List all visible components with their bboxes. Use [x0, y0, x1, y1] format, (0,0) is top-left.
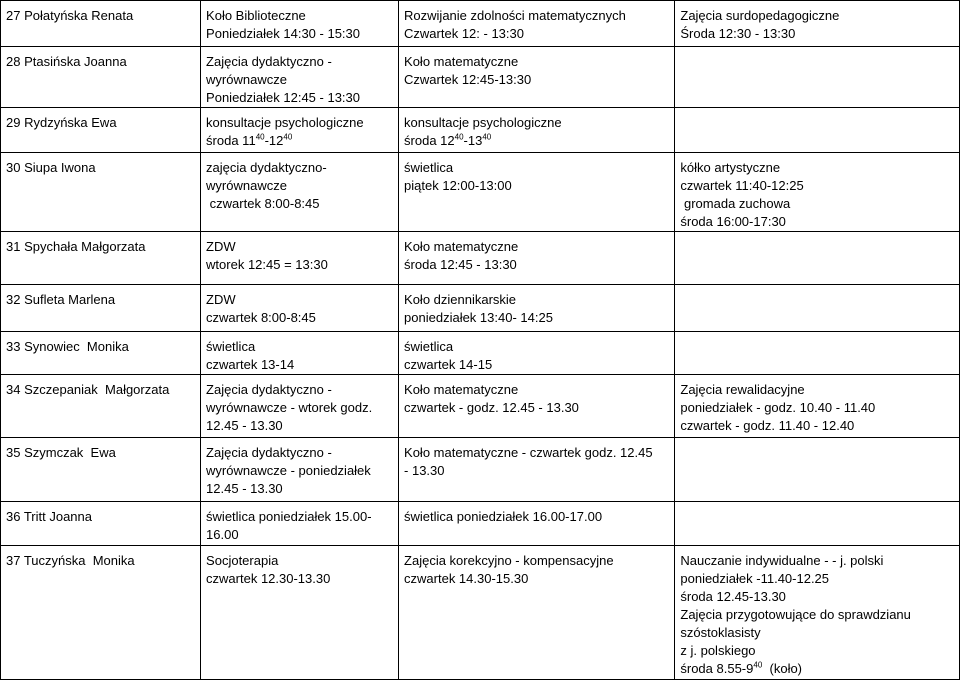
teacher-name: 34 Szczepaniak Małgorzata — [6, 382, 170, 397]
extra-cell — [675, 1, 960, 47]
table-row — [1, 375, 960, 438]
circle-line: świetlica — [404, 339, 454, 354]
activity-cell — [201, 438, 399, 502]
table-row — [1, 332, 960, 375]
activity-line: konsultacje psychologiczne — [206, 115, 364, 130]
activity-cell — [201, 232, 399, 285]
extra-line: poniedziałek -11.40-12.25 — [680, 571, 830, 586]
extra-line: środa 12.45-13.30 — [680, 589, 786, 604]
extra-cell — [675, 232, 960, 285]
circle-cell — [399, 375, 675, 438]
table-row — [1, 502, 960, 546]
circle-line: Zajęcia korekcyjno - kompensacyjne — [404, 553, 614, 568]
teacher-name: 27 Połatyńska Renata — [6, 8, 134, 23]
activity-line: 12.45 - 13.30 — [206, 418, 283, 433]
activity-line: świetlica — [206, 339, 256, 354]
circle-line: Koło dziennikarskie — [404, 292, 517, 307]
circle-line: Czwartek 12:45-13:30 — [404, 72, 532, 87]
teacher-name-cell — [1, 375, 201, 438]
activity-cell — [201, 332, 399, 375]
teacher-name: 31 Spychała Małgorzata — [6, 239, 146, 254]
circle-line: środa 12:45 - 13:30 — [404, 257, 517, 272]
teacher-name-cell — [1, 502, 201, 546]
circle-line: świetlica poniedziałek 16.00-17.00 — [404, 509, 603, 524]
activity-cell — [201, 375, 399, 438]
circle-line: piątek 12:00-13:00 — [404, 178, 512, 193]
extra-cell — [675, 285, 960, 332]
extra-cell — [675, 108, 960, 153]
table-row — [1, 438, 960, 502]
teacher-name: 33 Synowiec Monika — [6, 339, 129, 354]
circle-time: środa $12^{40}-13^{40}$ — [404, 132, 492, 148]
extra-line: czwartek - godz. 11.40 - 12.40 — [680, 418, 855, 433]
circle-line: czwartek 14-15 — [404, 357, 493, 372]
activity-line: świetlica poniedziałek 15.00- — [206, 509, 372, 524]
activity-line: Zajęcia dydaktyczno - — [206, 445, 332, 460]
activity-line: czwartek 8:00-8:45 — [206, 196, 320, 211]
activity-line: wtorek 12:45 = 13:30 — [206, 257, 328, 272]
activity-line: Socjoterapia — [206, 553, 279, 568]
teacher-name: 28 Ptasińska Joanna — [6, 54, 127, 69]
activity-cell — [201, 546, 399, 680]
activity-cell — [201, 285, 399, 332]
teacher-name: 35 Szymczak Ewa — [6, 445, 116, 460]
circle-line: konsultacje psychologiczne — [404, 115, 562, 130]
activity-cell — [201, 108, 399, 153]
activity-cell — [201, 502, 399, 546]
circle-cell — [399, 332, 675, 375]
extra-line: Zajęcia surdopedagogiczne — [680, 8, 840, 23]
teacher-name: 36 Tritt Joanna — [6, 509, 92, 524]
extra-cell — [675, 332, 960, 375]
activity-line: ZDW — [206, 292, 236, 307]
activity-line: wyrównawcze — [206, 72, 287, 87]
circle-cell — [399, 502, 675, 546]
activity-line: ZDW — [206, 239, 236, 254]
teacher-name-cell — [1, 332, 201, 375]
activity-line: Poniedziałek 12:45 - 13:30 — [206, 90, 360, 105]
teacher-name-cell — [1, 546, 201, 680]
extra-line: poniedziałek - godz. 10.40 - 11.40 — [680, 400, 876, 415]
activity-line: Poniedziałek 14:30 - 15:30 — [206, 26, 360, 41]
activity-line: Koło Biblioteczne — [206, 8, 306, 23]
extra-line: z j. polskiego — [680, 643, 756, 658]
extra-cell — [675, 546, 960, 680]
teacher-name-cell — [1, 153, 201, 232]
circle-line: Koło matematyczne — [404, 239, 519, 254]
extra-cell — [675, 47, 960, 108]
circle-cell — [399, 1, 675, 47]
activity-line: wyrównawcze - wtorek godz. — [206, 400, 373, 415]
table-row — [1, 47, 960, 108]
circle-line: Koło matematyczne — [404, 382, 519, 397]
extra-line: środa 16:00-17:30 — [680, 214, 786, 229]
table-row — [1, 546, 960, 680]
extra-line: szóstoklasisty — [680, 625, 761, 640]
table-row — [1, 285, 960, 332]
extra-time: środa $8.55-9^{40}$ (koło) — [680, 660, 803, 676]
circle-line: świetlica — [404, 160, 454, 175]
table-row — [1, 108, 960, 153]
activity-line: wyrównawcze - poniedziałek — [206, 463, 371, 478]
circle-cell — [399, 438, 675, 502]
activity-line: Zajęcia dydaktyczno - — [206, 382, 332, 397]
circle-line: Koło matematyczne - czwartek godz. 12.45 — [404, 445, 653, 460]
table-row — [1, 153, 960, 232]
teacher-name: 37 Tuczyńska Monika — [6, 553, 135, 568]
extra-cell — [675, 502, 960, 546]
circle-line: Czwartek 12: - 13:30 — [404, 26, 524, 41]
circle-cell — [399, 232, 675, 285]
circle-cell — [399, 47, 675, 108]
activity-cell — [201, 1, 399, 47]
circle-cell — [399, 153, 675, 232]
table-row — [1, 1, 960, 47]
circle-line: poniedziałek 13:40- 14:25 — [404, 310, 553, 325]
circle-cell — [399, 285, 675, 332]
circle-cell — [399, 546, 675, 680]
activity-line: czwartek 13-14 — [206, 357, 295, 372]
teacher-name: 30 Siupa Iwona — [6, 160, 96, 175]
circle-line: Koło matematyczne — [404, 54, 519, 69]
extra-line: Nauczanie indywidualne - - j. polski — [680, 553, 884, 568]
activity-cell — [201, 47, 399, 108]
teacher-name-cell — [1, 1, 201, 47]
teacher-name-cell — [1, 285, 201, 332]
teacher-name: 29 Rydzyńska Ewa — [6, 115, 117, 130]
extra-line: czwartek 11:40-12:25 — [680, 178, 804, 193]
circle-line: - 13.30 — [404, 463, 445, 478]
circle-line: czwartek - godz. 12.45 - 13.30 — [404, 400, 579, 415]
activity-line: czwartek 8:00-8:45 — [206, 310, 316, 325]
extra-cell — [675, 438, 960, 502]
activity-line: Zajęcia dydaktyczno - — [206, 54, 332, 69]
activity-line: wyrównawcze — [206, 178, 287, 193]
activity-line: 12.45 - 13.30 — [206, 481, 283, 496]
extra-line: Zajęcia rewalidacyjne — [680, 382, 805, 397]
activity-line: czwartek 12.30-13.30 — [206, 571, 331, 586]
table-row — [1, 232, 960, 285]
activity-line: zajęcia dydaktyczno- — [206, 160, 327, 175]
teacher-name-cell — [1, 108, 201, 153]
activity-cell — [201, 153, 399, 232]
extra-line: kółko artystyczne — [680, 160, 781, 175]
teacher-name-cell — [1, 438, 201, 502]
circle-line: Rozwijanie zdolności matematycznych — [404, 8, 626, 23]
extra-line: Zajęcia przygotowujące do sprawdzianu — [680, 607, 911, 622]
circle-cell — [399, 108, 675, 153]
circle-line: czwartek 14.30-15.30 — [404, 571, 529, 586]
extra-cell — [675, 375, 960, 438]
extra-cell — [675, 153, 960, 232]
activity-line: 16.00 — [206, 527, 239, 542]
teacher-name-cell — [1, 232, 201, 285]
extra-line: gromada zuchowa — [680, 196, 791, 211]
activity-time: środa $11^{40}-12^{40}$ — [206, 132, 293, 148]
teacher-name: 32 Sufleta Marlena — [6, 292, 116, 307]
extra-line: Środa 12:30 - 13:30 — [680, 26, 796, 41]
teacher-name-cell — [1, 47, 201, 108]
